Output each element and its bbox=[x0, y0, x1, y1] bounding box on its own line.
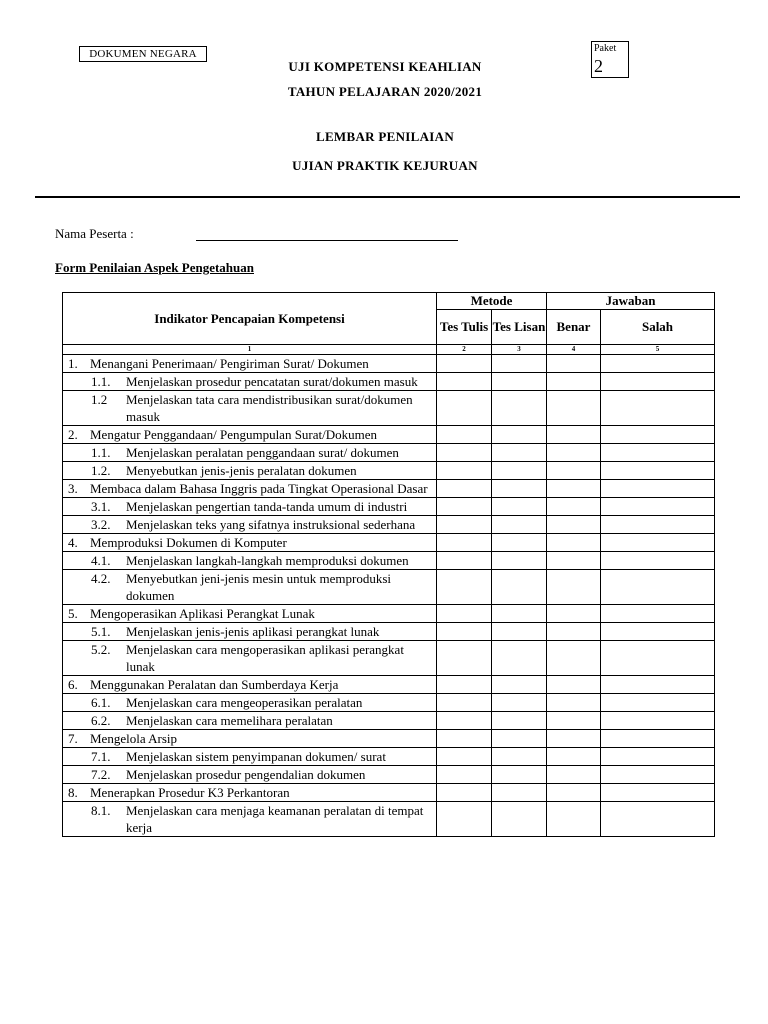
indicator-text-block bbox=[63, 730, 436, 747]
indicator-number: 1.1. bbox=[91, 445, 111, 460]
paket-number: 2 bbox=[594, 56, 603, 76]
header-tes-lisan: Tes Lisan bbox=[492, 310, 547, 345]
indicator-cell bbox=[63, 802, 437, 837]
tes-lisan-check-cell[interactable] bbox=[492, 676, 547, 694]
indicator-number: 3.1. bbox=[91, 499, 111, 514]
indicator-row bbox=[63, 784, 715, 802]
salah-check-cell[interactable] bbox=[601, 694, 715, 712]
indicator-row bbox=[63, 676, 715, 694]
benar-check-cell[interactable] bbox=[547, 623, 601, 641]
benar-check-cell[interactable] bbox=[547, 784, 601, 802]
benar-check-cell[interactable] bbox=[547, 766, 601, 784]
tes-lisan-check-cell[interactable] bbox=[492, 552, 547, 570]
indicator-text: Menjelaskan jenis-jenis aplikasi perangkat lunak bbox=[126, 624, 380, 639]
indicator-cell bbox=[63, 570, 437, 605]
header-salah: Salah bbox=[601, 310, 715, 345]
indicator-cell bbox=[63, 498, 437, 516]
indicator-text: Menggunakan Peralatan dan Sumberdaya Kerja bbox=[90, 677, 339, 692]
benar-check-cell[interactable] bbox=[547, 570, 601, 605]
indicator-text: Menjelaskan peralatan penggandaan surat/ dokumen bbox=[126, 445, 399, 460]
title-line-3: LEMBAR PENILAIAN bbox=[315, 129, 455, 144]
tes-lisan-check-cell[interactable] bbox=[492, 802, 547, 837]
tes-lisan-check-cell[interactable] bbox=[492, 766, 547, 784]
benar-check-cell[interactable] bbox=[547, 641, 601, 676]
benar-check-cell[interactable] bbox=[547, 462, 601, 480]
salah-check-cell[interactable] bbox=[601, 480, 715, 498]
indicator-number: 3. bbox=[68, 481, 78, 496]
tes-tulis-check-cell[interactable] bbox=[437, 498, 492, 516]
tes-tulis-check-cell[interactable] bbox=[437, 373, 492, 391]
indicator-number: 8.1. bbox=[91, 803, 111, 818]
tes-tulis-check-cell[interactable] bbox=[437, 641, 492, 676]
salah-check-cell[interactable] bbox=[601, 462, 715, 480]
indicator-text: Menyebutkan jeni-jenis mesin untuk memproduksi dokumen bbox=[126, 571, 392, 603]
tes-tulis-check-cell[interactable] bbox=[437, 748, 492, 766]
sub-indicator-row bbox=[63, 623, 715, 641]
indicator-cell bbox=[63, 426, 437, 444]
sub-indicator-row bbox=[63, 444, 715, 462]
tes-tulis-check-cell[interactable] bbox=[437, 784, 492, 802]
indicator-row bbox=[63, 355, 715, 373]
indicator-number: 2. bbox=[68, 427, 78, 442]
indicator-number: 4. bbox=[68, 535, 78, 550]
indicator-text: Menerapkan Prosedur K3 Perkantoran bbox=[90, 785, 290, 800]
participant-name-line[interactable] bbox=[196, 240, 458, 241]
indicator-number: 3.2. bbox=[91, 517, 111, 532]
indicator-row bbox=[63, 605, 715, 623]
indicator-text-block bbox=[63, 426, 436, 443]
sub-indicator-row bbox=[63, 570, 715, 605]
header-metode: Metode bbox=[437, 293, 547, 310]
sub-indicator-row bbox=[63, 498, 715, 516]
document-classification-label: DOKUMEN NEGARA bbox=[79, 46, 207, 62]
salah-check-cell[interactable] bbox=[601, 498, 715, 516]
indicator-text: Membaca dalam Bahasa Inggris pada Tingkat Operasional Dasar bbox=[90, 481, 428, 496]
tes-lisan-check-cell[interactable] bbox=[492, 498, 547, 516]
indicator-cell bbox=[63, 516, 437, 534]
benar-check-cell[interactable] bbox=[547, 516, 601, 534]
tes-tulis-check-cell[interactable] bbox=[437, 766, 492, 784]
form-title: Form Penilaian Aspek Pengetahuan bbox=[55, 260, 254, 275]
tes-lisan-check-cell[interactable] bbox=[492, 373, 547, 391]
indicator-cell bbox=[63, 462, 437, 480]
header-tes-tulis: Tes Tulis bbox=[437, 310, 492, 345]
sub-indicator-row bbox=[63, 462, 715, 480]
column-number: 2 bbox=[437, 345, 492, 355]
indicator-number: 1. bbox=[68, 356, 78, 371]
header-jawaban: Jawaban bbox=[547, 293, 715, 310]
indicator-number: 5.1. bbox=[91, 624, 111, 639]
column-number: 5 bbox=[601, 345, 715, 355]
tes-lisan-check-cell[interactable] bbox=[492, 444, 547, 462]
column-number: 1 bbox=[63, 345, 437, 355]
salah-check-cell[interactable] bbox=[601, 712, 715, 730]
indicator-text: Menjelaskan sistem penyimpanan dokumen/ surat bbox=[126, 749, 386, 764]
tes-lisan-check-cell[interactable] bbox=[492, 534, 547, 552]
tes-tulis-check-cell[interactable] bbox=[437, 534, 492, 552]
salah-check-cell[interactable] bbox=[601, 641, 715, 676]
benar-check-cell[interactable] bbox=[547, 444, 601, 462]
indicator-text-block bbox=[63, 802, 436, 836]
benar-check-cell[interactable] bbox=[547, 534, 601, 552]
indicator-text-block bbox=[63, 676, 436, 693]
indicator-row bbox=[63, 730, 715, 748]
sub-indicator-row bbox=[63, 748, 715, 766]
indicator-text: Menjelaskan langkah-langkah memproduksi dokumen bbox=[126, 553, 409, 568]
tes-lisan-check-cell[interactable] bbox=[492, 694, 547, 712]
benar-check-cell[interactable] bbox=[547, 802, 601, 837]
salah-check-cell[interactable] bbox=[601, 730, 715, 748]
column-number: 4 bbox=[547, 345, 601, 355]
tes-tulis-check-cell[interactable] bbox=[437, 480, 492, 498]
tes-tulis-check-cell[interactable] bbox=[437, 802, 492, 837]
salah-check-cell[interactable] bbox=[601, 534, 715, 552]
indicator-text: Menjelaskan prosedur pencatatan surat/dokumen masuk bbox=[126, 374, 418, 389]
tes-lisan-check-cell[interactable] bbox=[492, 712, 547, 730]
benar-check-cell[interactable] bbox=[547, 426, 601, 444]
benar-check-cell[interactable] bbox=[547, 730, 601, 748]
tes-tulis-check-cell[interactable] bbox=[437, 462, 492, 480]
indicator-cell bbox=[63, 712, 437, 730]
tes-lisan-check-cell[interactable] bbox=[492, 570, 547, 605]
indicator-text-block bbox=[63, 748, 436, 765]
indicator-cell bbox=[63, 444, 437, 462]
salah-check-cell[interactable] bbox=[601, 766, 715, 784]
salah-check-cell[interactable] bbox=[601, 516, 715, 534]
benar-check-cell[interactable] bbox=[547, 498, 601, 516]
benar-check-cell[interactable] bbox=[547, 373, 601, 391]
paket-label: Paket bbox=[594, 43, 617, 54]
indicator-text-block bbox=[63, 462, 436, 479]
sub-indicator-row bbox=[63, 694, 715, 712]
indicator-number: 6. bbox=[68, 677, 78, 692]
indicator-text: Mengelola Arsip bbox=[90, 731, 178, 746]
sub-indicator-row bbox=[63, 641, 715, 676]
tes-lisan-check-cell[interactable] bbox=[492, 355, 547, 373]
indicator-text: Menjelaskan pengertian tanda-tanda umum di industri bbox=[126, 499, 408, 514]
indicator-number: 6.2. bbox=[91, 713, 111, 728]
indicator-text: Menjelaskan prosedur pengendalian dokumen bbox=[126, 767, 366, 782]
indicator-cell bbox=[63, 534, 437, 552]
tes-lisan-check-cell[interactable] bbox=[492, 641, 547, 676]
indicator-text: Menjelaskan cara mengeoperasikan peralatan bbox=[126, 695, 363, 710]
indicator-text-block bbox=[63, 444, 436, 461]
tes-tulis-check-cell[interactable] bbox=[437, 694, 492, 712]
tes-lisan-check-cell[interactable] bbox=[492, 516, 547, 534]
header-indikator: Indikator Pencapaian Kompetensi bbox=[63, 293, 437, 345]
tes-tulis-check-cell[interactable] bbox=[437, 605, 492, 623]
indicator-text-block bbox=[63, 373, 436, 390]
benar-check-cell[interactable] bbox=[547, 480, 601, 498]
tes-lisan-check-cell[interactable] bbox=[492, 623, 547, 641]
indicator-text: Menangani Penerimaan/ Pengiriman Surat/ Dokumen bbox=[90, 356, 369, 371]
indicator-cell bbox=[63, 784, 437, 802]
indicator-text-block bbox=[63, 516, 436, 533]
tes-tulis-check-cell[interactable] bbox=[437, 516, 492, 534]
indicator-text-block bbox=[63, 570, 436, 604]
tes-tulis-check-cell[interactable] bbox=[437, 570, 492, 605]
indicator-text-block bbox=[63, 534, 436, 551]
paket-box bbox=[591, 41, 629, 78]
indicator-number: 6.1. bbox=[91, 695, 111, 710]
indicator-text: Memproduksi Dokumen di Komputer bbox=[90, 535, 287, 550]
indicator-cell bbox=[63, 694, 437, 712]
indicator-number: 4.1. bbox=[91, 553, 111, 568]
tes-tulis-check-cell[interactable] bbox=[437, 391, 492, 426]
indicator-text-block bbox=[63, 391, 436, 425]
indicator-number: 5.2. bbox=[91, 642, 111, 657]
indicator-row bbox=[63, 534, 715, 552]
tes-tulis-check-cell[interactable] bbox=[437, 730, 492, 748]
salah-check-cell[interactable] bbox=[601, 373, 715, 391]
tes-tulis-check-cell[interactable] bbox=[437, 712, 492, 730]
sub-indicator-row bbox=[63, 373, 715, 391]
tes-lisan-check-cell[interactable] bbox=[492, 480, 547, 498]
indicator-text-block bbox=[63, 712, 436, 729]
indicator-number: 7. bbox=[68, 731, 78, 746]
indicator-cell bbox=[63, 766, 437, 784]
indicator-number: 1.1. bbox=[91, 374, 111, 389]
indicator-cell bbox=[63, 730, 437, 748]
indicator-cell bbox=[63, 373, 437, 391]
indicator-number: 1.2 bbox=[91, 392, 108, 407]
indicator-row bbox=[63, 426, 715, 444]
benar-check-cell[interactable] bbox=[547, 694, 601, 712]
tes-lisan-check-cell[interactable] bbox=[492, 426, 547, 444]
tes-lisan-check-cell[interactable] bbox=[492, 605, 547, 623]
indicator-cell bbox=[63, 605, 437, 623]
salah-check-cell[interactable] bbox=[601, 623, 715, 641]
salah-check-cell[interactable] bbox=[601, 426, 715, 444]
indicator-text: Menjelaskan cara menjaga keamanan peralatan di tempat kerja bbox=[126, 803, 424, 835]
salah-check-cell[interactable] bbox=[601, 784, 715, 802]
tes-tulis-check-cell[interactable] bbox=[437, 676, 492, 694]
sub-indicator-row bbox=[63, 516, 715, 534]
benar-check-cell[interactable] bbox=[547, 605, 601, 623]
indicator-number: 7.1. bbox=[91, 749, 111, 764]
indicator-text: Mengoperasikan Aplikasi Perangkat Lunak bbox=[90, 606, 315, 621]
indicator-cell bbox=[63, 641, 437, 676]
salah-check-cell[interactable] bbox=[601, 605, 715, 623]
tes-lisan-check-cell[interactable] bbox=[492, 462, 547, 480]
tes-tulis-check-cell[interactable] bbox=[437, 444, 492, 462]
indicator-text: Menyebutkan jenis-jenis peralatan dokumen bbox=[126, 463, 357, 478]
participant-name-label: Nama Peserta : bbox=[55, 226, 134, 241]
indicator-text-block bbox=[63, 694, 436, 711]
column-number: 3 bbox=[492, 345, 547, 355]
sub-indicator-row bbox=[63, 802, 715, 837]
indicator-text: Menjelaskan teks yang sifatnya instruksional sederhana bbox=[126, 517, 416, 532]
title-line-2: TAHUN PELAJARAN 2020/2021 bbox=[287, 84, 483, 99]
tes-tulis-check-cell[interactable] bbox=[437, 552, 492, 570]
header-divider bbox=[35, 196, 740, 198]
benar-check-cell[interactable] bbox=[547, 676, 601, 694]
tes-tulis-check-cell[interactable] bbox=[437, 623, 492, 641]
indicator-number: 8. bbox=[68, 785, 78, 800]
indicator-cell bbox=[63, 355, 437, 373]
indicator-text-block bbox=[63, 480, 436, 497]
indicator-text: Menjelaskan cara mengoperasikan aplikasi perangkat lunak bbox=[126, 642, 404, 674]
indicator-text: Menjelaskan tata cara mendistribusikan surat/dokumen masuk bbox=[126, 392, 413, 424]
indicator-number: 5. bbox=[68, 606, 78, 621]
indicator-text-block bbox=[63, 641, 436, 675]
indicator-text: Mengatur Penggandaan/ Pengumpulan Surat/Dokumen bbox=[90, 427, 378, 442]
sub-indicator-row bbox=[63, 712, 715, 730]
assessment-table bbox=[62, 292, 715, 837]
tes-lisan-check-cell[interactable] bbox=[492, 784, 547, 802]
indicator-text: Menjelaskan cara memelihara peralatan bbox=[126, 713, 333, 728]
indicator-number: 7.2. bbox=[91, 767, 111, 782]
sub-indicator-row bbox=[63, 766, 715, 784]
benar-check-cell[interactable] bbox=[547, 552, 601, 570]
indicator-cell bbox=[63, 480, 437, 498]
indicator-text-block bbox=[63, 784, 436, 801]
indicator-text-block bbox=[63, 355, 436, 372]
salah-check-cell[interactable] bbox=[601, 391, 715, 426]
tes-tulis-check-cell[interactable] bbox=[437, 426, 492, 444]
sub-indicator-row bbox=[63, 391, 715, 426]
tes-tulis-check-cell[interactable] bbox=[437, 355, 492, 373]
header-benar: Benar bbox=[547, 310, 601, 345]
indicator-number: 1.2. bbox=[91, 463, 111, 478]
salah-check-cell[interactable] bbox=[601, 802, 715, 837]
indicator-text-block bbox=[63, 623, 436, 640]
salah-check-cell[interactable] bbox=[601, 676, 715, 694]
salah-check-cell[interactable] bbox=[601, 748, 715, 766]
salah-check-cell[interactable] bbox=[601, 444, 715, 462]
indicator-text-block bbox=[63, 498, 436, 515]
benar-check-cell[interactable] bbox=[547, 712, 601, 730]
indicator-row bbox=[63, 480, 715, 498]
indicator-cell bbox=[63, 623, 437, 641]
salah-check-cell[interactable] bbox=[601, 570, 715, 605]
indicator-cell bbox=[63, 552, 437, 570]
sub-indicator-row bbox=[63, 552, 715, 570]
benar-check-cell[interactable] bbox=[547, 391, 601, 426]
indicator-text-block bbox=[63, 605, 436, 622]
tes-lisan-check-cell[interactable] bbox=[492, 748, 547, 766]
indicator-text-block bbox=[63, 766, 436, 783]
salah-check-cell[interactable] bbox=[601, 355, 715, 373]
indicator-number: 4.2. bbox=[91, 571, 111, 586]
title-line-1: UJI KOMPETENSI KEAHLIAN bbox=[288, 59, 482, 74]
benar-check-cell[interactable] bbox=[547, 748, 601, 766]
indicator-cell bbox=[63, 676, 437, 694]
title-line-4: UJIAN PRAKTIK KEJURUAN bbox=[292, 158, 478, 173]
benar-check-cell[interactable] bbox=[547, 355, 601, 373]
salah-check-cell[interactable] bbox=[601, 552, 715, 570]
tes-lisan-check-cell[interactable] bbox=[492, 730, 547, 748]
indicator-cell bbox=[63, 748, 437, 766]
indicator-cell bbox=[63, 391, 437, 426]
tes-lisan-check-cell[interactable] bbox=[492, 391, 547, 426]
indicator-text-block bbox=[63, 552, 436, 569]
